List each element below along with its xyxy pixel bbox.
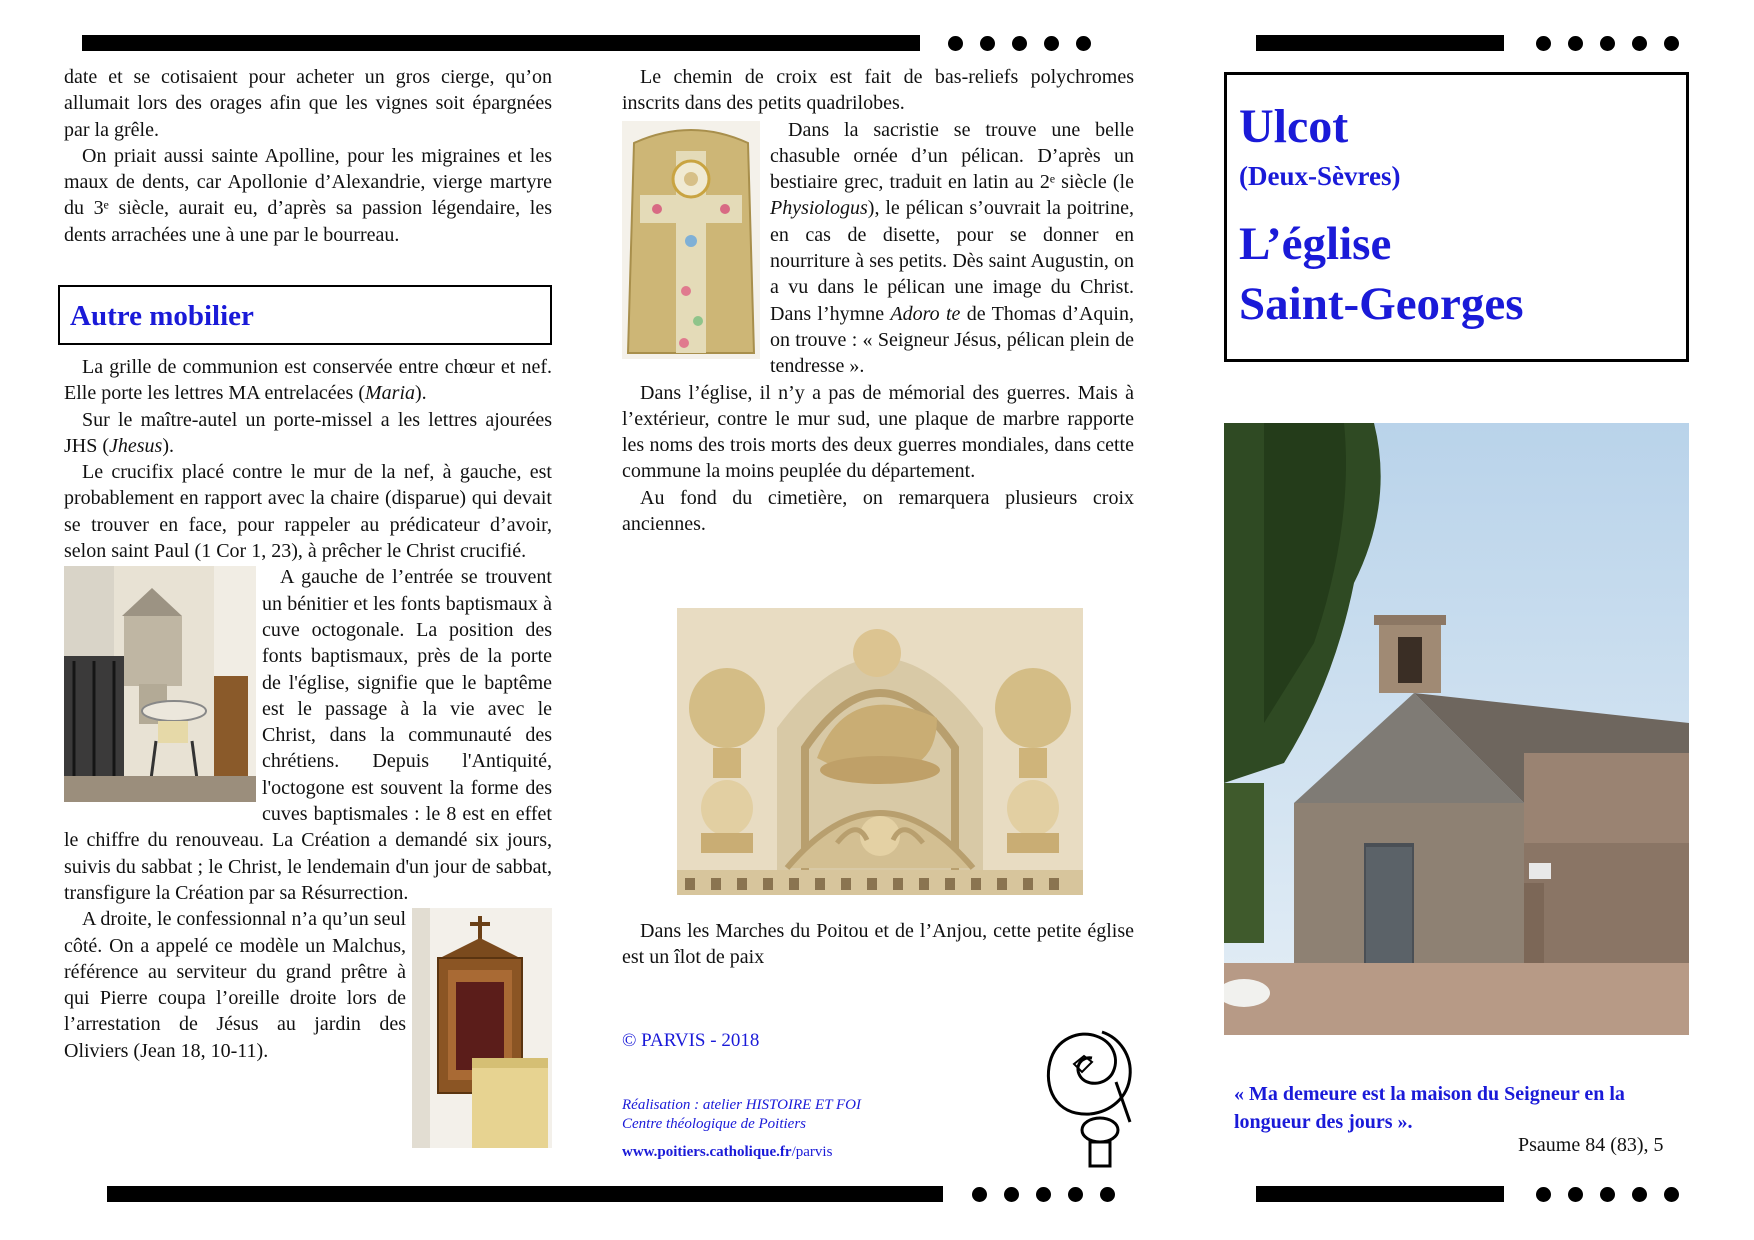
confessional-photo (412, 908, 552, 1148)
column-2 (622, 64, 1134, 537)
col1-paragraph: La grille de communion est conservée entre chœur et nef. Elle porte les lettres MA entrelacées (Maria). (64, 356, 552, 405)
copyright: © PARVIS - 2018 (622, 1030, 760, 1051)
column-1-lower (64, 354, 552, 1148)
top-bar-left (82, 35, 920, 51)
church-name-line-1: L’église (1239, 218, 1392, 270)
bottom-dots-left (972, 1187, 1115, 1202)
chasuble-photo (622, 121, 760, 359)
bottom-dots-right (1536, 1187, 1679, 1202)
column-1 (64, 64, 552, 248)
col1-paragraph: Sur le maître-autel un porte-missel a les lettres ajourées JHS (Jhesus). (64, 408, 552, 457)
cover-title-box (1224, 72, 1689, 362)
town-name: Ulcot (1239, 100, 1349, 153)
credit-line-2: Centre théologique de Poitiers (622, 1116, 806, 1132)
top-dots-right (1536, 36, 1679, 51)
section-title-box (58, 285, 552, 345)
bottom-bar-left (107, 1186, 943, 1202)
col2-paragraph: Au fond du cimetière, on remarquera plusieurs croix anciennes. (622, 486, 1134, 536)
section-title: Autre mobilier (70, 300, 254, 332)
col2-paragraph: Dans l’église, il n’y a pas de mémorial des guerres. Mais à l’extérieur, contre le mur sud, une plaque de marbre rapporte les noms des trois morts des deux guerres mondiales, dans cette commune la moins peuplée du département. (622, 381, 1134, 483)
photo-caption: Dans les Marches du Poitou et de l’Anjou, cette petite église est un îlot de paix (622, 920, 1134, 968)
col1-paragraph: date et se cotisaient pour acheter un gros cierge, qu’on allumait lors des orages afin que les vignes soit épargnées par la grêle. (64, 66, 552, 141)
department-name: (Deux-Sèvres) (1239, 161, 1401, 191)
col1-paragraph: A gauche de l’entrée se trouvent un bénitier et les fonts baptismaux à cuve octogonale. La position des fonts baptismaux, près de la porte de l'église, signifie que le baptême est le passage à la vie avec le Christ, dans la communauté des chrétiens. Depuis l'Antiquité, l'octogone est souvent la forme des cuves baptismales : le 8 est en effet le chiffre du renouveau. La Création a demandé six jours, suivis du sabbat ; le Christ, le lendemain d'un jour de sabbat, transfigure la Création par sa Résurrection. (64, 566, 552, 904)
website-link[interactable]: www.poitiers.catholique.fr/parvis (622, 1144, 833, 1160)
bottom-bar-right (1256, 1186, 1504, 1202)
credit-line-1: Réalisation : atelier HISTOIRE ET FOI (622, 1097, 862, 1113)
baptismal-font-photo (64, 566, 256, 802)
top-dots-left (948, 36, 1091, 51)
psalm-quote: « Ma demeure est la maison du Seigneur en la longueur des jours ». (1234, 1083, 1625, 1133)
church-exterior-photo (1224, 423, 1689, 1035)
col2-paragraph: Dans la sacristie se trouve une belle chasuble ornée d’un pélican. D’après un bestiaire grec, traduit en latin au 2ᵉ siècle (le Physiologus), le pélican s’ouvrait la poitrine, en cas de disette, pour se donner en nourriture à ses petits. Dès saint Augustin, on a vu dans le pélican une image du Christ. Dans l’hymne Adoro te de Thomas d’Aquin, on trouve : « Seigneur Jésus, pélican plein de tendresse ». (770, 118, 1134, 378)
crozier-logo-icon (1040, 1026, 1140, 1168)
church-name-line-2: Saint-Georges (1239, 278, 1524, 330)
col1-paragraph: A droite, le confessionnal n’a qu’un seul côté. On a appelé ce modèle un Malchus, référence au serviteur du grand prêtre à qui Pierre coupa l’oreille droite lors de l’arrestation de Jésus au jardin des Oliviers (Jean 18, 10-11). (64, 908, 406, 1062)
col2-paragraph: Le chemin de croix est fait de bas-reliefs polychromes inscrits dans des petits quadrilobes. (622, 66, 1134, 115)
psalm-reference: Psaume 84 (83), 5 (1518, 1134, 1664, 1156)
col1-paragraph: Le crucifix placé contre le mur de la nef, à gauche, est probablement en rapport avec la chaire (disparue) qui devait se trouver en face, pour rappeler au prédicateur d’avoir, selon saint Paul (1 Cor 1, 23), à prêcher le Christ crucifié. (64, 461, 552, 563)
top-bar-right (1256, 35, 1504, 51)
col1-paragraph: On priait aussi sainte Apolline, pour les migraines et les maux de dents, car Apollonie d’Alexandrie, vierge martyre du 3ᵉ siècle, aurait eu, d’après sa passion légendaire, les dents arrachées une à une par le bourreau. (64, 144, 552, 246)
relief-saint-george-photo (677, 608, 1083, 895)
